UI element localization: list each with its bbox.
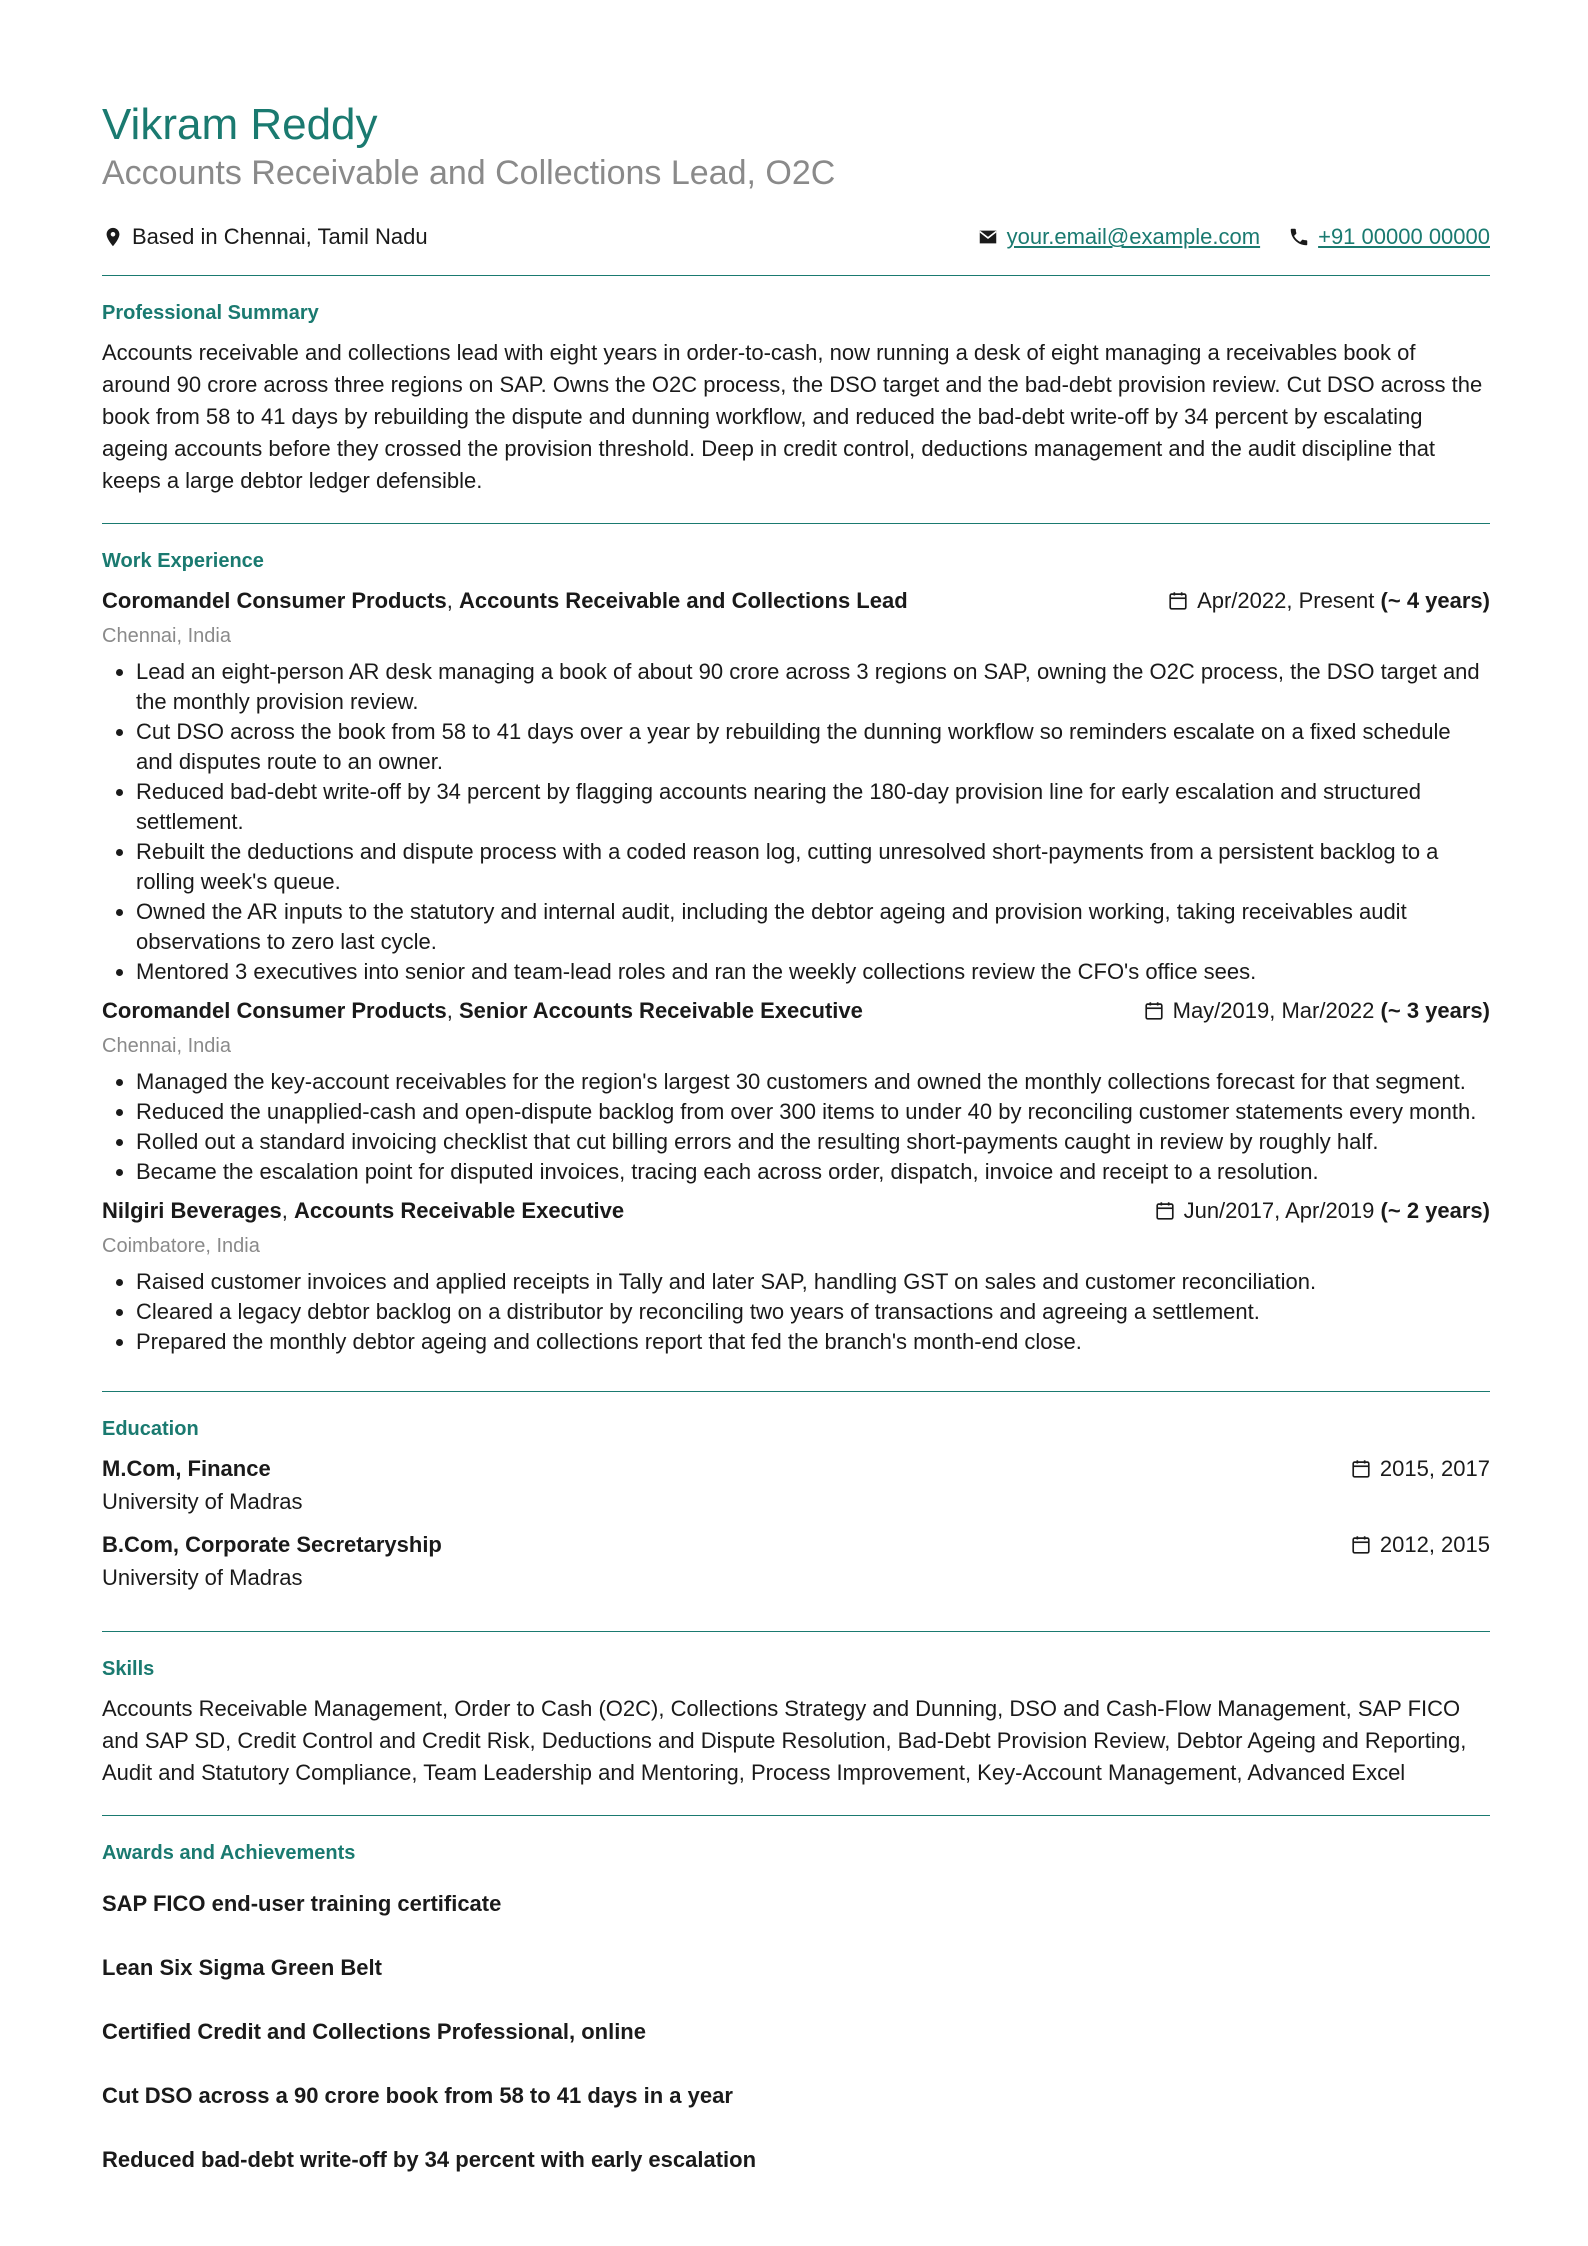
job-bullets [102, 1267, 1490, 1357]
job-role: Senior Accounts Receivable Executive [458, 998, 863, 1024]
list-item: • Raised customer invoices and applied receipts in Tally and later SAP, handling GST on sales and customer reconciliation. [136, 1267, 1490, 1297]
summary-section [102, 276, 1490, 523]
degree: B.Com, Corporate Secretaryship [102, 1532, 442, 1558]
school: University of Madras [102, 1565, 303, 1591]
job-dates [1143, 995, 1490, 1027]
list-item: • Rebuilt the deductions and dispute process with a coded reason log, cutting unresolved short-payments from a persistent backlog to a rolling week's queue. [136, 837, 1490, 897]
job-bullets [102, 657, 1490, 987]
school: University of Madras [102, 1489, 303, 1515]
candidate-title: Accounts Receivable and Collections Lead, O2C [102, 153, 836, 192]
phone-icon [1288, 226, 1310, 248]
job-entry [102, 585, 1490, 987]
location [102, 224, 428, 250]
phone-link[interactable]: +91 00000 00000 [1318, 224, 1490, 250]
job-location: Coimbatore, India [102, 1235, 260, 1258]
education-date-range: 2015, 2017 [1379, 1456, 1490, 1482]
calendar-icon [1350, 1534, 1372, 1556]
job-role: Accounts Receivable and Collections Lead [458, 588, 908, 614]
job-location: Chennai, India [102, 625, 231, 648]
job-header: Nilgiri Beverages, Accounts Receivable Executive Jun/2017, Apr/2019 (~ 2 years) [102, 1195, 1490, 1227]
phone [1288, 224, 1490, 250]
calendar-icon [1350, 1458, 1372, 1480]
list-item: • Managed the key-account receivables for the region's largest 30 customers and owned the monthly collections forecast for that segment. [136, 1067, 1490, 1097]
email [977, 224, 1260, 250]
skills-section [102, 1632, 1490, 1815]
experience-heading: Work Experience [102, 550, 264, 573]
job-duration: (~ 2 years) [1380, 1198, 1490, 1224]
awards-section [102, 1816, 1490, 2235]
education-section [102, 1392, 1490, 1631]
list-item: • Rolled out a standard invoicing checklist that cut billing errors and the resulting short-payments caught in review by roughly half. [136, 1127, 1490, 1157]
contact-links [949, 224, 1490, 250]
degree: M.Com, Finance [102, 1456, 271, 1482]
award-item: SAP FICO end-user training certificate [102, 1891, 502, 1917]
calendar-icon [1154, 1200, 1176, 1222]
award-item: Lean Six Sigma Green Belt [102, 1955, 382, 1981]
job-location: Chennai, India [102, 1035, 231, 1058]
job-role: Accounts Receivable Executive [293, 1198, 625, 1224]
award-item: Cut DSO across a 90 crore book from 58 to 41 days in a year [102, 2083, 733, 2109]
education-dates [1350, 1453, 1490, 1485]
list-item: • Reduced the unapplied-cash and open-dispute backlog from over 300 items to under 40 by reconciling customer statements every month. [136, 1097, 1490, 1127]
list-item: • Cut DSO across the book from 58 to 41 days over a year by rebuilding the dunning workflow so reminders escalate on a fixed schedule and disputes route to an owner. [136, 717, 1490, 777]
job-date-range: May/2019, Mar/2022 [1172, 998, 1375, 1024]
award-item: Reduced bad-debt write-off by 34 percent with early escalation [102, 2147, 757, 2173]
list-item: • Owned the AR inputs to the statutory and internal audit, including the debtor ageing and provision working, taking receivables audit observations to zero last cycle. [136, 897, 1490, 957]
list-item: • Prepared the monthly debtor ageing and collections report that fed the branch's month-end close. [136, 1327, 1490, 1357]
resume-page [102, 100, 1490, 2235]
education-heading: Education [102, 1418, 199, 1441]
summary-heading: Professional Summary [102, 302, 319, 325]
job-entry [102, 1195, 1490, 1357]
envelope-icon [977, 226, 999, 248]
job-duration: (~ 4 years) [1380, 588, 1490, 614]
calendar-icon [1143, 1000, 1165, 1022]
job-header: Coromandel Consumer Products, Accounts Receivable and Collections Lead Apr/2022, Present (~ 4 years) [102, 585, 1490, 617]
list-item: • Mentored 3 executives into senior and team-lead roles and ran the weekly collections review the CFO's office sees. [136, 957, 1490, 987]
list-item: • Reduced bad-debt write-off by 34 percent by flagging accounts nearing the 180-day provision line for early escalation and structured settlement. [136, 777, 1490, 837]
job-company: Coromandel Consumer Products [102, 998, 447, 1024]
list-item: • Lead an eight-person AR desk managing a book of about 90 crore across 3 regions on SAP, owning the O2C process, the DSO target and the monthly provision review. [136, 657, 1490, 717]
job-bullets [102, 1067, 1490, 1187]
job-header: Coromandel Consumer Products, Senior Accounts Receivable Executive May/2019, Mar/2022 (~ 3 years) [102, 995, 1490, 1027]
job-date-range: Jun/2017, Apr/2019 [1183, 1198, 1375, 1224]
job-company: Nilgiri Beverages [102, 1198, 282, 1224]
location-text: Based in Chennai, Tamil Nadu [132, 224, 428, 250]
candidate-name: Vikram Reddy [102, 100, 378, 149]
awards-heading: Awards and Achievements [102, 1842, 356, 1865]
summary-text: Accounts receivable and collections lead with eight years in order-to-cash, now running a desk of eight managing a receivables book of around 90 crore across three regions on SAP. Owns the O2C process, the DSO target and the bad-debt provision review. Cut DSO across the book from 58 to 41 days by rebuilding the dispute and dunning workflow, and reduced the bad-debt write-off by 34 percent by escalating ageing accounts before they crossed the provision threshold. Deep in credit control, deductions management and the audit discipline that keeps a large debtor ledger defensible. [102, 340, 1483, 494]
contact-row [102, 221, 1490, 253]
list-item: • Cleared a legacy debtor backlog on a distributor by reconciling two years of transactions and agreeing a settlement. [136, 1297, 1490, 1327]
job-duration: (~ 3 years) [1380, 998, 1490, 1024]
education-entry [102, 1529, 1490, 1595]
email-link[interactable]: your.email@example.com [1006, 224, 1261, 250]
calendar-icon [1167, 590, 1189, 612]
job-dates [1154, 1195, 1490, 1227]
job-date-range: Apr/2022, Present [1197, 588, 1375, 614]
skills-text: Accounts Receivable Management, Order to Cash (O2C), Collections Strategy and Dunning, DSO and Cash-Flow Management, SAP FICO and SAP SD, Credit Control and Credit Risk, Deductions and Dispute Resolution, Bad-Debt Provision Review, Debtor Ageing and Reporting, Audit and Statutory Compliance, Team Leadership and Mentoring, Process Improvement, Key-Account Management, Advanced Excel [102, 1696, 1467, 1786]
skills-heading: Skills [102, 1658, 155, 1681]
education-date-range: 2012, 2015 [1379, 1532, 1490, 1558]
job-company: Coromandel Consumer Products [102, 588, 447, 614]
award-item: Certified Credit and Collections Professional, online [102, 2019, 646, 2045]
education-dates [1350, 1529, 1490, 1561]
education-entry [102, 1453, 1490, 1519]
job-entry [102, 995, 1490, 1187]
experience-section [102, 524, 1490, 1391]
map-pin-icon [102, 226, 124, 248]
list-item: • Became the escalation point for disputed invoices, tracing each across order, dispatch, invoice and receipt to a resolution. [136, 1157, 1490, 1187]
job-dates [1167, 585, 1490, 617]
